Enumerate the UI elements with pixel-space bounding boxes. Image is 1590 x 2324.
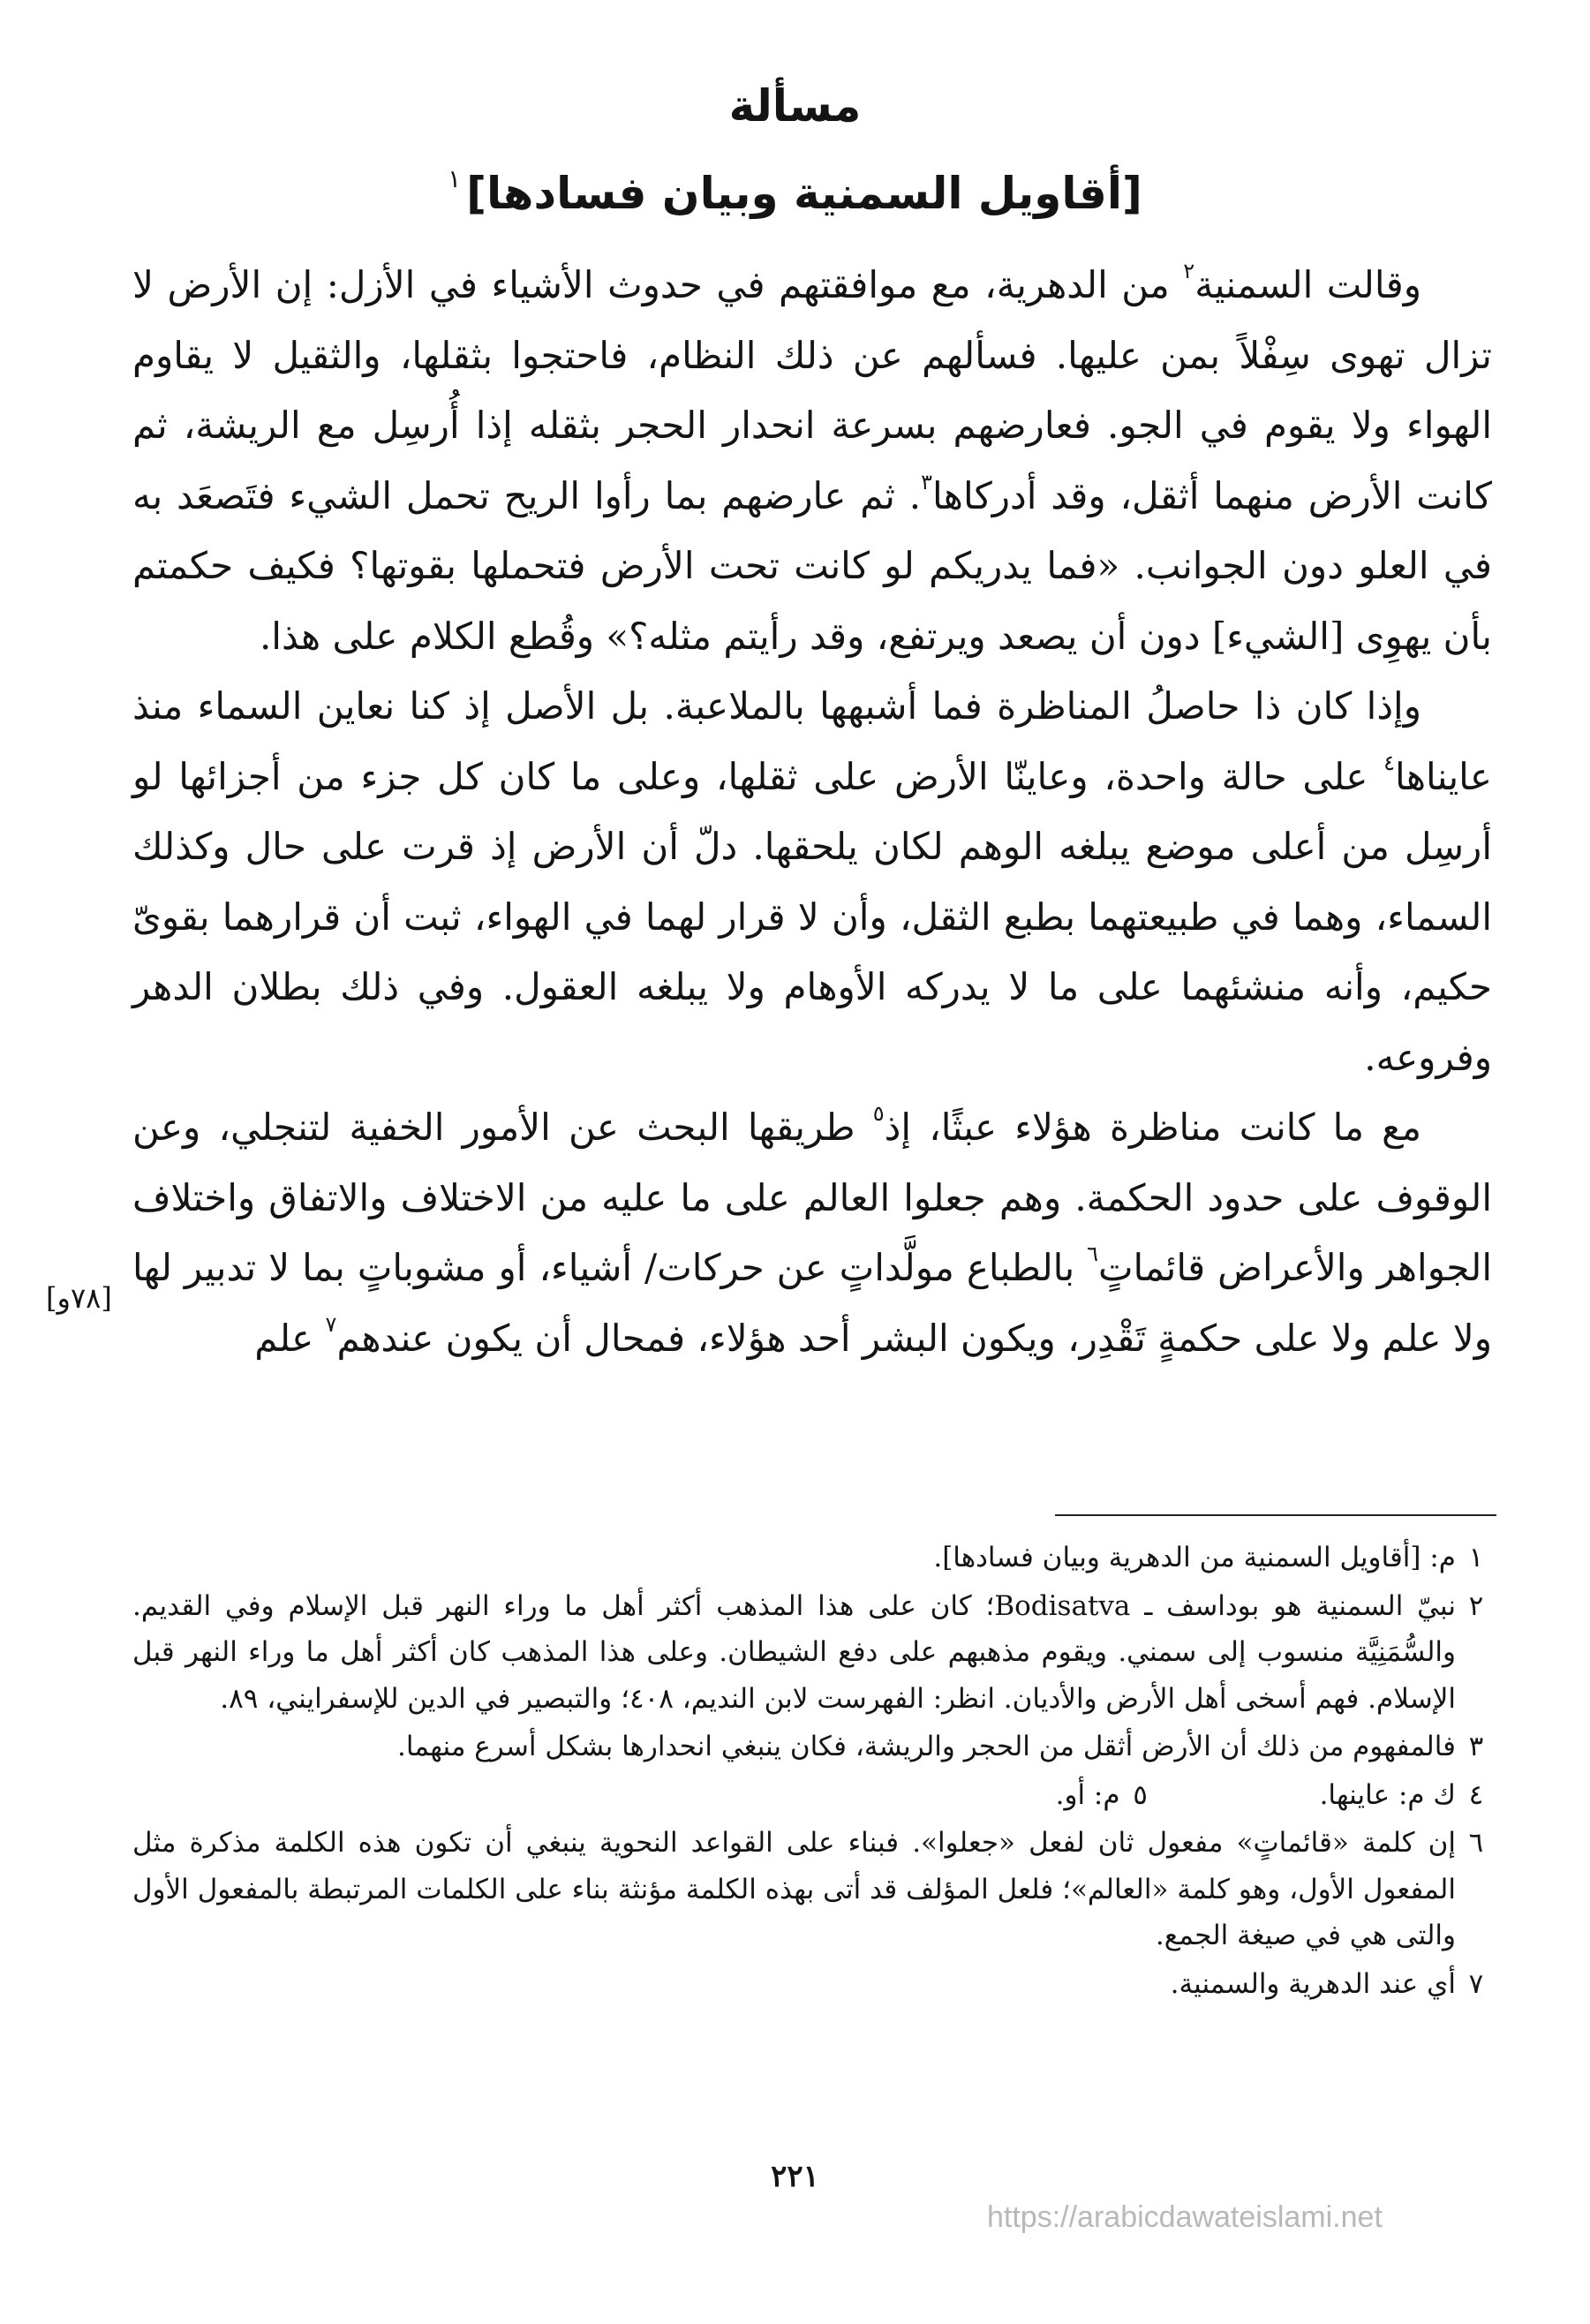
footnote-number: ٤ [1468, 1778, 1484, 1811]
footnote-number: ٧ [1468, 1967, 1484, 2000]
manuscript-folio-marker: [٧٨و] [46, 1281, 112, 1315]
paragraph-3 [132, 1092, 1492, 1373]
footnote-item [132, 1961, 1496, 2008]
footnote-text: فالمفهوم من ذلك أن الأرض أثقل من الحجر والريشة، فكان ينبغي انحدارها بشكل أسرع منهما. [396, 1731, 1456, 1762]
chapter-word: مسألة [728, 80, 862, 132]
footnote-number: ٢ [1468, 1589, 1484, 1622]
chapter-title-text: [أقاويل السمنية وبيان فسادها] [466, 168, 1142, 219]
footnote-ref: ٣ [921, 469, 932, 494]
chapter-title [0, 141, 1590, 231]
footnote-item [132, 1724, 1496, 1770]
footnote-ref: ٤ [1383, 750, 1396, 775]
footnote-number: ٣ [1468, 1731, 1484, 1762]
footnote-pair-row [132, 1772, 1456, 1819]
footnote-ref: ١ [448, 164, 462, 193]
footnote-ref: ٧ [325, 1311, 337, 1337]
footnotes-section [132, 1535, 1496, 2009]
paragraph-text: وقالت السمنية [1194, 263, 1421, 306]
paragraph-text: وإذا كان ذا حاصلُ المناظرة فما أشبهها بالملاعبة. بل الأصل إذ كنا نعاين السماء منذ عايناها [132, 684, 1492, 798]
paragraph-text: مع ما كانت مناظرة هؤلاء عبثًا، إذ [884, 1105, 1421, 1149]
paragraph-text: من الدهرية، مع موافقتهم في حدوث الأشياء في الأزل: إن الأرض لا تزال تهوى سِفْلاً بمن عليها. فسألهم عن ذلك النظام، فاحتجوا بثقلها، والثقيل لا يقاوم الهواء ولا يقوم في الجو. فعارضهم بسرعة انحدار الحجر بثقله إذا أُرسِل مع الريشة، ثم كانت الأرض منهما أثقل، وقد أدركاها [132, 263, 1493, 517]
chapter-header [0, 71, 1590, 231]
footnote-item [132, 1583, 1496, 1723]
footnote-ref: ٢ [1183, 259, 1195, 283]
footnote-text: ك م: عاينها. [1319, 1778, 1456, 1811]
footnote-text: نبيّ السمنية هو بوداسف ـ Bodisatva؛ كان على هذا المذهب أكثر أهل ما وراء النهر قبل الإسلام وفي القديم. والسُّمَنِيَّة منسوب إلى سمني. ويقوم مذهبهم على دفع الشيطان. وعلى هذا المذهب كان أكثر أهل ما وراء النهر قبل الإسلام. فهم أسخى أهل الأرض والأديان. انظر: الفهرست لابن النديم، ٤٠٨؛ والتبصير في الدين للإسفرايني، ٨٩. [132, 1589, 1456, 1715]
footnote-ref: ٦ [1087, 1241, 1099, 1266]
footnote-divider [1055, 1514, 1496, 1516]
paragraph-1 [132, 250, 1492, 671]
page-number: ٢٢١ [771, 2159, 819, 2194]
footnote-text: م: [أقاويل السمنية من الدهرية وبيان فسادها]. [933, 1542, 1456, 1573]
body-text [132, 250, 1492, 1373]
footnote-text: أي عند الدهرية والسمنية. [1170, 1967, 1456, 2000]
footnote-number: ٦ [1468, 1827, 1484, 1859]
paragraph-text: طريقها البحث عن الأمور الخفية لتنجلي، وعن الوقوف على حدود الحكمة. وهم جعلوا العالم على ما عليه من الاختلاف والاتفاق واختلاف الجواهر والأعراض قائماتٍ [132, 1105, 1492, 1289]
paragraph-text: بالطباع مولَّداتٍ عن حركات/ أشياء، أو مشوباتٍ بما لا تدبير لها ولا علم ولا على حكمةٍ تَقْدِر، ويكون البشر أحد هؤلاء، فمحال أن يكون عندهم [132, 1246, 1492, 1360]
paragraph-text: على حالة واحدة، وعاينّا الأرض على ثقلها، وعلى ما كان كل جزء من أجزائها لو أرسِل من أعلى موضع يبلغه الوهم لكان يلحقها. دلّ أن الأرض إذ قرت على حال وكذلك السماء، وهما في طبيعتهما بطبع الثقل، وأن لا قرار لهما في الهواء، ثبت أن قرارهما بقوىّ حكيم، وأنه منشئهما على ما لا يدركه الأوهام ولا يبلغه العقول. وفي ذلك بطلان الدهر وفروعه. [132, 754, 1492, 1079]
footnote-text: م: أو. [1055, 1778, 1120, 1811]
footnote-number: ١ [1468, 1542, 1484, 1573]
paragraph-2 [132, 671, 1492, 1092]
paragraph-text: علم [254, 1316, 326, 1360]
watermark: https://arabicdawateislami.net [987, 2200, 1383, 2234]
footnote-number: ٥ [1133, 1778, 1148, 1811]
footnote-text: إن كلمة «قائماتٍ» مفعول ثان لفعل «جعلوا». فبناء على القواعد النحوية ينبغي أن تكون هذه الكلمة مذكرة مثل المفعول الأول، وهو كلمة «العالم»؛ فلعل المؤلف قد أتى بهذه الكلمة مؤنثة بناء على الكلمات المرتبطة بالمفعول الأول والتى هي في صيغة الجمع. [132, 1827, 1456, 1951]
footnote-item [132, 1535, 1496, 1581]
footnote-ref: ٥ [872, 1101, 885, 1126]
footnote-item [132, 1820, 1496, 1959]
footnote-item-pair [132, 1772, 1496, 1819]
paragraph-text: . ثم عارضهم بما رأوا الريح تحمل الشيء فتَصعَد به في العلو دون الجوانب. «فما يدريكم لو كانت تحت الأرض فتحملها بقوتها؟ فكيف حكمتم بأن يهوِى [الشيء] دون أن يصعد ويرتفع، وقد رأيتم مثله؟» وقُطع الكلام على هذا. [132, 473, 1492, 658]
